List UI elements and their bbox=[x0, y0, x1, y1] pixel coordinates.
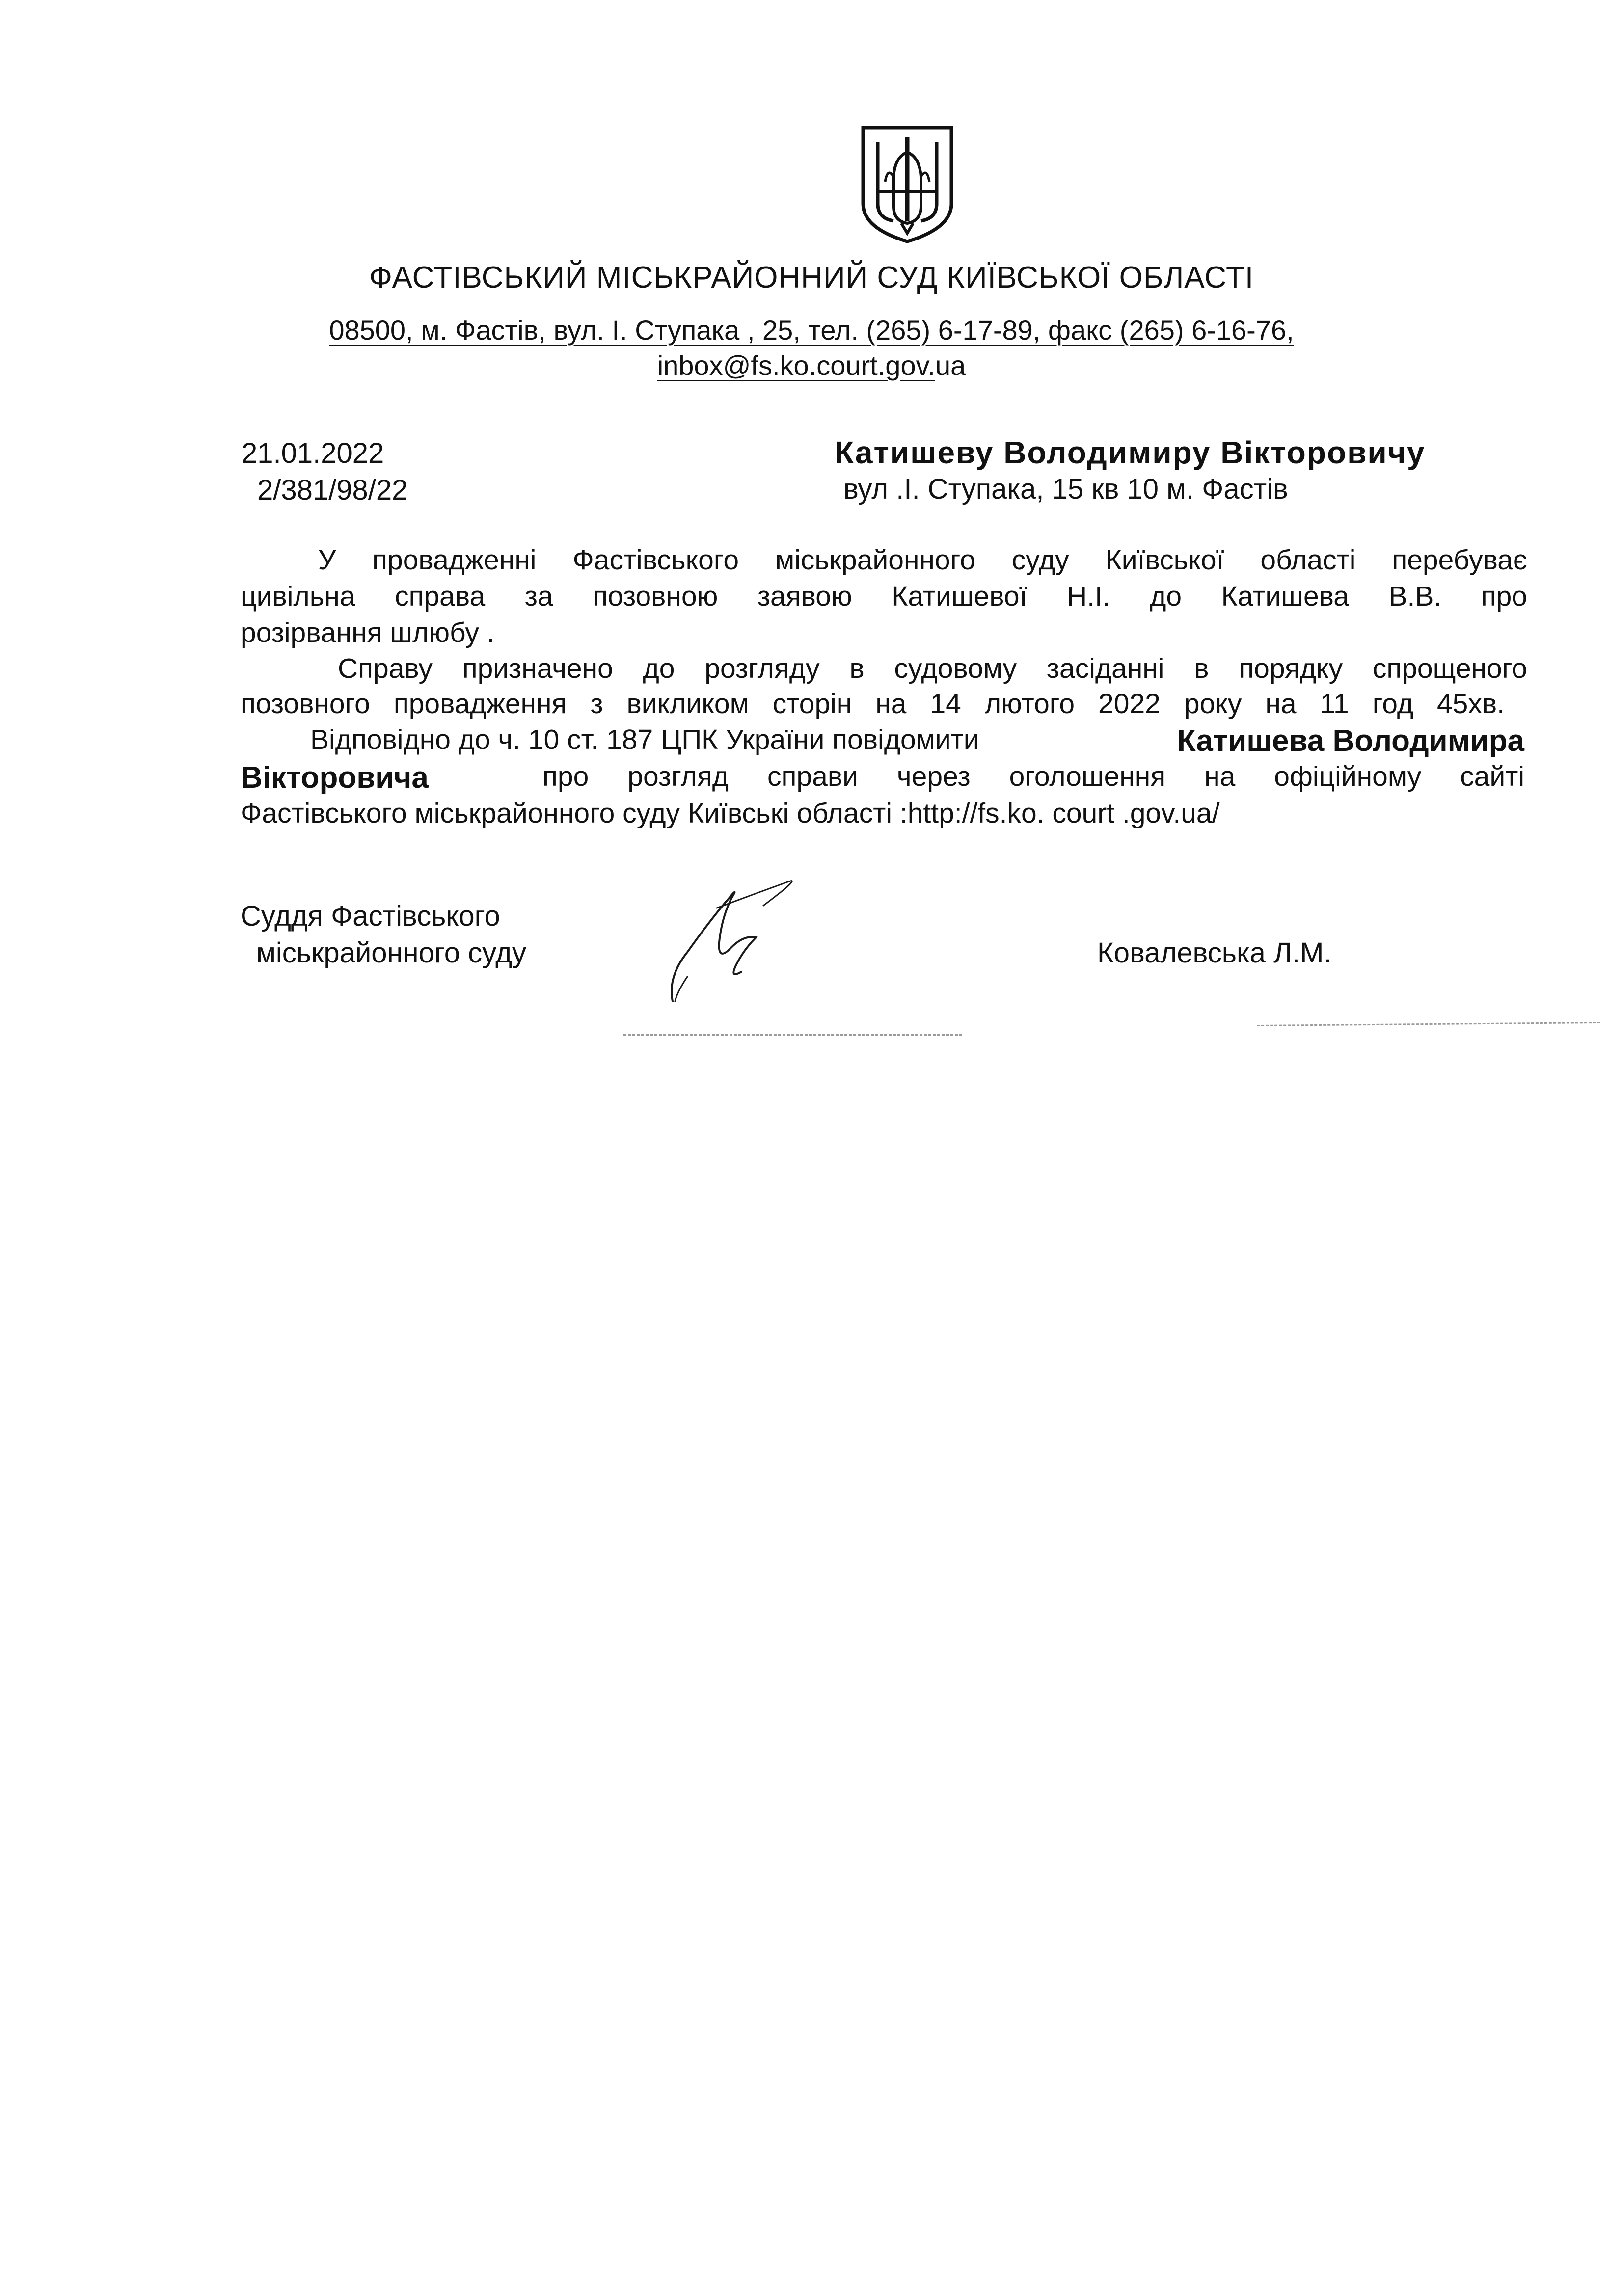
paragraph-line bbox=[241, 763, 1524, 793]
scan-artifact-divider bbox=[623, 1034, 962, 1036]
paragraph-line: розірвання шлюбу . bbox=[241, 617, 495, 648]
court-address-text: 08500, м. Фастів, вул. І. Ступака , 25, тел. (265) 6-17-89, факс (265) 6-16-76, bbox=[329, 315, 1294, 346]
defendant-name-bold: Вікторовича bbox=[241, 761, 429, 795]
handwritten-signature bbox=[658, 879, 805, 1006]
paragraph-line: Фастівського міськрайонного суду Київські області :http://fs.ko. court .gov.ua/ bbox=[241, 798, 1220, 829]
signatory-title: Суддя Фастівського bbox=[241, 900, 500, 932]
coat-of-arms-emblem bbox=[858, 123, 956, 245]
signatory-title: міськрайонного суду bbox=[256, 937, 527, 969]
document-date: 21.01.2022 bbox=[242, 437, 384, 469]
court-email-tail: ua bbox=[935, 350, 966, 381]
recipient-address: вул .І. Ступака, 15 кв 10 м. Фастів bbox=[843, 473, 1288, 505]
paragraph-text: Відповідно до ч. 10 ст. 187 ЦПК України повідомити bbox=[310, 724, 979, 755]
paragraph-line: Справу призначено до розгляду в судовому засіданні в порядку спрощеного bbox=[338, 653, 1527, 684]
document-reference-number: 2/381/98/22 bbox=[257, 474, 408, 506]
paragraph-line bbox=[310, 726, 1524, 756]
paragraph-line: позовного провадження з викликом сторін на 14 лютого 2022 року на 11 год 45хв. bbox=[241, 688, 1505, 720]
paragraph-line: цивільна справа за позовною заявою Катишевої Н.І. до Катишева В.В. про bbox=[241, 581, 1527, 612]
judge-name: Ковалевська Л.М. bbox=[1097, 937, 1332, 969]
recipient-name: Катишеву Володимиру Вікторовичу bbox=[835, 435, 1426, 470]
defendant-name-bold: Катишева Володимира bbox=[1177, 724, 1524, 758]
court-name-heading: ФАСТІВСЬКИЙ МІСЬКРАЙОННИЙ СУД КИЇВСЬКОЇ ОБЛАСТІ bbox=[369, 261, 1254, 294]
paragraph-text: про розгляд справи через оголошення на офіційному сайті bbox=[542, 761, 1524, 792]
court-address-line bbox=[0, 314, 1623, 346]
court-email-line bbox=[0, 349, 1623, 381]
scan-artifact-divider bbox=[1257, 1022, 1600, 1026]
court-email-link[interactable]: inbox@fs.ko.court.gov. bbox=[657, 350, 935, 381]
paragraph-line: У провадженні Фастівського міськрайонного суду Київської області перебуває bbox=[318, 544, 1527, 576]
